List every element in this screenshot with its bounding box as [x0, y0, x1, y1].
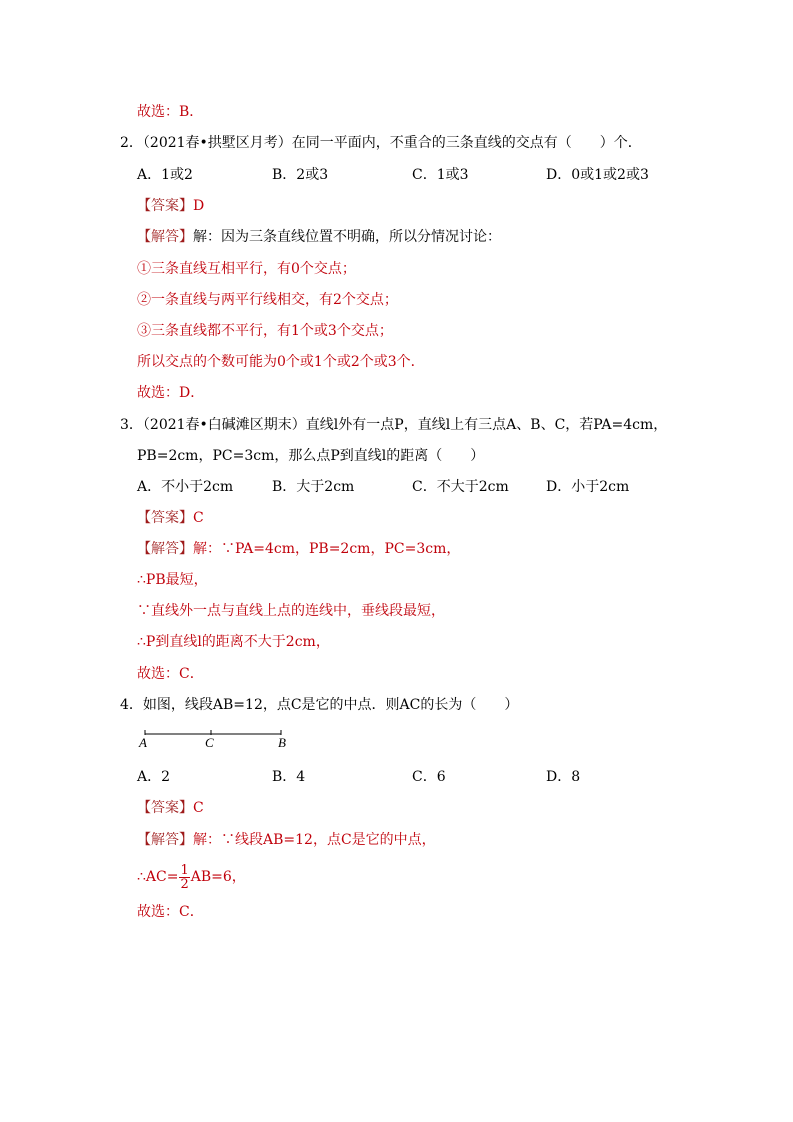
q4-stem: 4．如图，线段AB=12，点C是它的中点．则AC的长为（ ） [120, 697, 519, 713]
q2-summary: 所以交点的个数可能为0个或1个或2个或3个． [137, 354, 425, 370]
q3-solution-line-1 [137, 539, 460, 559]
q3-options [137, 477, 737, 497]
q2-option-c: C．1或3 [412, 167, 469, 183]
q2-options [137, 165, 737, 185]
label-a: A [139, 735, 147, 750]
label-c: C [205, 735, 214, 750]
q3-stem-line-2: PB=2cm，PC=3cm，那么点P到直线l的距离（ ） [137, 448, 485, 464]
q2-solution-label: 【解答】 [137, 229, 193, 245]
fraction-denominator: 2 [180, 876, 189, 892]
q3-solution-text-1: 解：∵PA=4cm，PB=2cm，PC=3cm， [193, 541, 461, 557]
fraction-one-half [179, 864, 189, 891]
q1-conclusion: 故选：B． [137, 104, 204, 120]
q3-answer [137, 508, 204, 528]
q3-stem-line-1: 3．（2021春•白碱滩区期末）直线l外有一点P，直线l上有三点A、B、C，若PA=4cm， [120, 417, 668, 433]
q3-solution-line-3: ∵直线外一点与直线上点的连线中，垂线段最短， [137, 603, 445, 619]
q3-conclusion: 故选：C． [137, 666, 204, 682]
q2-answer-value: D [193, 198, 205, 214]
q4-solution-line-2 [137, 862, 246, 892]
q2-case-3: ③三条直线都不平行，有1个或3个交点； [137, 323, 393, 339]
q2-case-1: ①三条直线互相平行，有0个交点； [137, 261, 356, 277]
q2-stem: 2．（2021春•拱墅区月考）在同一平面内，不重合的三条直线的交点有（ ）个． [120, 135, 642, 151]
q3-answer-label: 【答案】 [137, 510, 193, 526]
q2-option-d: D．0或1或2或3 [546, 167, 649, 183]
q3-option-c: C．不大于2cm [412, 479, 509, 495]
q4-solution-pre: ∴AC= [137, 869, 179, 885]
fraction-numerator: 1 [180, 862, 189, 878]
q4-solution-label: 【解答】 [137, 832, 193, 848]
q4-conclusion: 故选：C． [137, 904, 204, 920]
q3-option-d: D．小于2cm [546, 479, 630, 495]
q4-option-a: A．2 [137, 769, 171, 785]
q2-option-a: A．1或2 [137, 167, 193, 183]
q4-answer [137, 798, 204, 818]
q2-option-b: B．2或3 [272, 167, 329, 183]
q4-solution-text-1: 解：∵线段AB=12，点C是它的中点， [193, 832, 436, 848]
q4-solution-post: AB=6， [190, 869, 246, 885]
q2-solution-intro [137, 227, 501, 247]
q4-options [137, 767, 737, 787]
q3-solution-label: 【解答】 [137, 541, 193, 557]
line-segment-figure [136, 728, 296, 752]
q3-solution-line-2: ∴PB最短， [137, 572, 208, 588]
label-b: B [278, 735, 286, 750]
q4-solution-line-1 [137, 830, 436, 850]
q2-answer-label: 【答案】 [137, 198, 193, 214]
q4-option-d: D．8 [546, 769, 581, 785]
q4-answer-value: C [193, 800, 204, 816]
q2-solution-text: 解：因为三条直线位置不明确，所以分情况讨论： [193, 229, 501, 245]
q3-option-a: A．不小于2cm [137, 479, 234, 495]
q4-option-b: B．4 [272, 769, 306, 785]
q3-solution-line-4: ∴P到直线l的距离不大于2cm， [137, 634, 330, 650]
q2-answer [137, 196, 204, 216]
q2-case-2: ②一条直线与两平行线相交，有2个交点； [137, 292, 398, 308]
q4-answer-label: 【答案】 [137, 800, 193, 816]
q3-option-b: B．大于2cm [272, 479, 355, 495]
q2-conclusion: 故选：D． [137, 385, 205, 401]
q3-answer-value: C [193, 510, 204, 526]
q4-option-c: C．6 [412, 769, 446, 785]
